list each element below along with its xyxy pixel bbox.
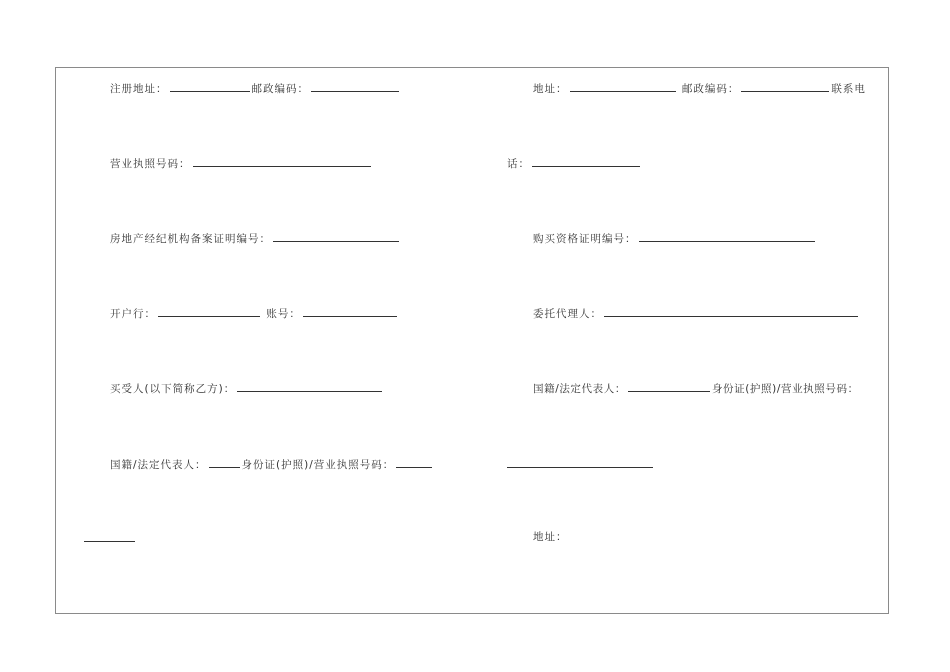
right-postcode-label: 邮政编码：	[681, 83, 740, 95]
right-address-label: 地址：	[533, 83, 568, 95]
right-rep-row	[533, 380, 859, 396]
bank-field[interactable]	[158, 305, 260, 317]
right-address-row	[533, 80, 866, 96]
buyer-row	[110, 380, 384, 396]
license-no-field[interactable]	[193, 155, 371, 167]
right-id-label: 身份证(护照)/营业执照号码：	[711, 383, 859, 395]
bank-label: 开户行：	[110, 308, 156, 320]
left-id-field-continued[interactable]	[84, 530, 135, 542]
agency-cert-field[interactable]	[273, 230, 399, 242]
agent-label: 委托代理人：	[533, 308, 602, 320]
phone-field[interactable]	[532, 155, 640, 167]
right-postcode-field[interactable]	[741, 80, 829, 92]
agent-row	[533, 305, 860, 321]
bank-row	[110, 305, 399, 321]
right-id-continuation	[507, 456, 653, 472]
right-address-field[interactable]	[570, 80, 676, 92]
agency-cert-row	[110, 230, 401, 246]
license-row	[110, 155, 373, 171]
purchase-cert-field[interactable]	[639, 230, 815, 242]
right-rep-field[interactable]	[628, 380, 710, 392]
reg-address-row	[110, 80, 401, 96]
right-address2-row	[533, 530, 568, 544]
left-postcode-field[interactable]	[311, 80, 399, 92]
buyer-label: 买受人(以下简称乙方)：	[110, 383, 236, 395]
reg-address-label: 注册地址：	[110, 83, 168, 95]
purchase-cert-label: 购买资格证明编号：	[533, 233, 637, 245]
agent-field[interactable]	[604, 305, 858, 317]
phone-label-part2: 话：	[507, 158, 530, 170]
license-no-label: 营业执照号码：	[110, 158, 191, 170]
left-id-field[interactable]	[396, 456, 432, 468]
buyer-field[interactable]	[237, 380, 382, 392]
reg-address-field[interactable]	[170, 80, 250, 92]
agency-cert-label: 房地产经纪机构备案证明编号：	[110, 233, 271, 245]
left-rep-row	[110, 456, 434, 472]
left-id-label: 身份证(护照)/营业执照号码：	[241, 459, 395, 471]
account-label: 账号：	[266, 308, 301, 320]
right-nationality-rep-label: 国籍/法定代表人：	[533, 383, 626, 395]
account-field[interactable]	[303, 305, 397, 317]
form-frame	[55, 67, 889, 614]
left-rep-field[interactable]	[209, 456, 240, 468]
left-postcode-label: 邮政编码：	[251, 83, 309, 95]
phone-row	[507, 155, 642, 171]
left-id-continuation	[84, 530, 135, 546]
phone-label-part1: 联系电	[831, 83, 866, 95]
purchase-cert-row	[533, 230, 817, 246]
right-id-field[interactable]	[507, 456, 653, 468]
left-nationality-rep-label: 国籍/法定代表人：	[110, 459, 207, 471]
right-address2-label: 地址：	[533, 531, 568, 543]
